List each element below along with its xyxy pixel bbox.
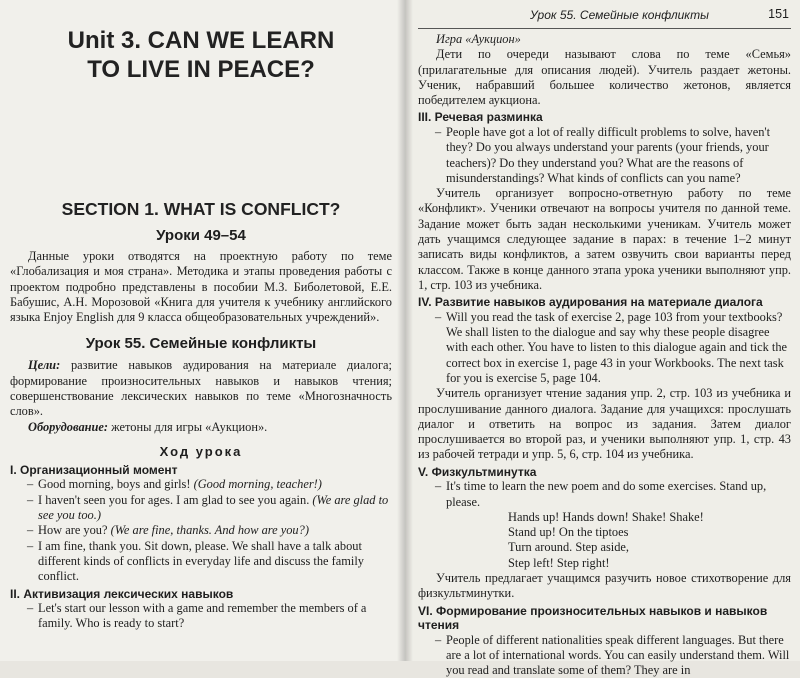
stage-5-text: Учитель предлагает учащимся разучить новое стихотворение для физкультминутки. (418, 571, 791, 601)
unit-title-line-2: TO LIVE IN PEACE? (87, 56, 315, 83)
running-header: Урок 55. Семейные конфликты (530, 8, 709, 22)
goals-text: развитие навыков аудирования на материале диалога; формирование произносительных навыков и навыков чтения; совершенствование лексических навыков по теме «Многозначность слов». (10, 358, 392, 419)
stage-6-title: VI. Формирование произносительных навыков и навыков чтения (418, 603, 768, 633)
stage-1-title: I. Организационный момент (10, 462, 178, 477)
stage-4-text: Учитель организует чтение задания упр. 2, стр. 103 из учебника и прослушивание данного диалога. Задание для учащихся: прослушать диалог и ответить на вопрос из задания. Затем диалог прослушивается во второй раз, и ученики выполняют упр. 1, стр. 43 из рабочей тетради и упр. 5, 6, стр. 104 из учебника. (418, 386, 791, 462)
list-item: – How are you? (We are fine, thanks. And how are you?) (10, 523, 392, 538)
stage-5-list (418, 479, 791, 510)
list-item: – It's time to learn the new poem and do some exercises. Stand up, please. (418, 479, 791, 510)
lesson-title: Урок 55. Семейные конфликты (85, 335, 317, 353)
poem (418, 510, 791, 571)
list-item: – I am fine, thank you. Sit down, please. We shall have a talk about different kinds of conflicts in everyday life and discuss the family conflict. (10, 539, 392, 585)
lessons-title: Уроки 49–54 (156, 227, 246, 244)
list-item: – People have got a lot of really difficult problems to solve, haven't they? Do you always understand your parents (your friends, your teachers)? Do they understand you? What are the reasons of misunderstandings? What kinds of conflicts can you name? (418, 125, 791, 186)
poem-line: Hands up! Hands down! Shake! Shake! (508, 509, 704, 524)
stage-4-list (418, 310, 791, 386)
stage-4-title: IV. Развитие навыков аудирования на материале диалога (418, 295, 763, 310)
section-title: SECTION 1. WHAT IS CONFLICT? (61, 199, 341, 219)
poem-line: Step left! Step right! (508, 555, 610, 570)
book-gutter (397, 0, 413, 661)
list-item: – Let's start our lesson with a game and remember the members of a family. Who is ready to start? (10, 601, 392, 632)
list-item: – I haven't seen you for ages. I am glad to see you again. (We are glad to see you too.) (10, 493, 392, 524)
stage-2-list (10, 601, 392, 632)
game-text: Дети по очереди называют слова по теме «Семья» (прилагательные для описания людей). Учитель раздает жетоны. Ученик, набравший большее количество жетонов, является победителем аукциона. (418, 47, 791, 108)
unit-title (10, 26, 392, 84)
right-page (405, 0, 800, 678)
stage-6-list (418, 633, 791, 678)
goals-paragraph (10, 358, 392, 419)
stage-5-title: V. Физкультминутка (418, 464, 537, 479)
list-item: – People of different nationalities speak different languages. But there are a lot of international words. You can easily understand them. Will you read and translate some of them? They are in (418, 633, 791, 678)
unit-title-line-1: Unit 3. CAN WE LEARN (67, 27, 335, 54)
list-item: – Will you read the task of exercise 2, page 103 from your textbooks? We shall listen to the dialogue and say why these people disagree with each other. You have to listen to this dialogue again and tick the correct box in exercise 1, page 43 in your Workbooks. The next task for you is exercise 5, page 104. (418, 310, 791, 386)
lessons-text: Данные уроки отводятся на проектную работу по теме «Глобализация и моя страна». Методика и этапы проведения работы с проектом подробно представлены в пособии М.З. Биболетовой, Е.Е. Бабушис, А.Н. Морозовой «Книга для учителя к учебнику английского языка Enjoy English для 9 класса общеобразовательных учреждений». (10, 249, 392, 325)
list-item: – Good morning, boys and girls! (Good morning, teacher!) (10, 477, 392, 492)
goals-label: Цели: (28, 358, 61, 373)
equipment-text: жетоны для игры «Аукцион». (108, 419, 268, 434)
stage-2-title: II. Активизация лексических навыков (10, 586, 234, 601)
page-header (418, 0, 791, 29)
poem-line: Stand up! On the tiptoes (508, 525, 629, 540)
game-title: Игра «Аукцион» (436, 32, 521, 46)
left-page (0, 0, 405, 661)
stage-1-list (10, 477, 392, 584)
poem-line: Turn around. Step aside, (508, 540, 630, 555)
plan-title: Ход урока (159, 443, 243, 459)
equipment-paragraph (10, 420, 392, 435)
page-number: 151 (768, 7, 789, 21)
stage-3-text: Учитель организует вопросно-ответную работу по теме «Конфликт». Ученики отвечают на вопросы учителя по данной теме. Задание может быть задан несколькими ученикам. Учитель может дать учащимся следующее задание в парах: в течение 1–2 минут записать виды конфликтов, а затем озвучить свои варианты перед классом. Также в конце данного этапа урока ученики выполняют упр. 1, стр. 103 из учебника. (418, 186, 791, 292)
stage-3-list (418, 125, 791, 186)
equipment-label: Оборудование: (28, 419, 109, 434)
stage-3-title: III. Речевая разминка (418, 110, 543, 125)
